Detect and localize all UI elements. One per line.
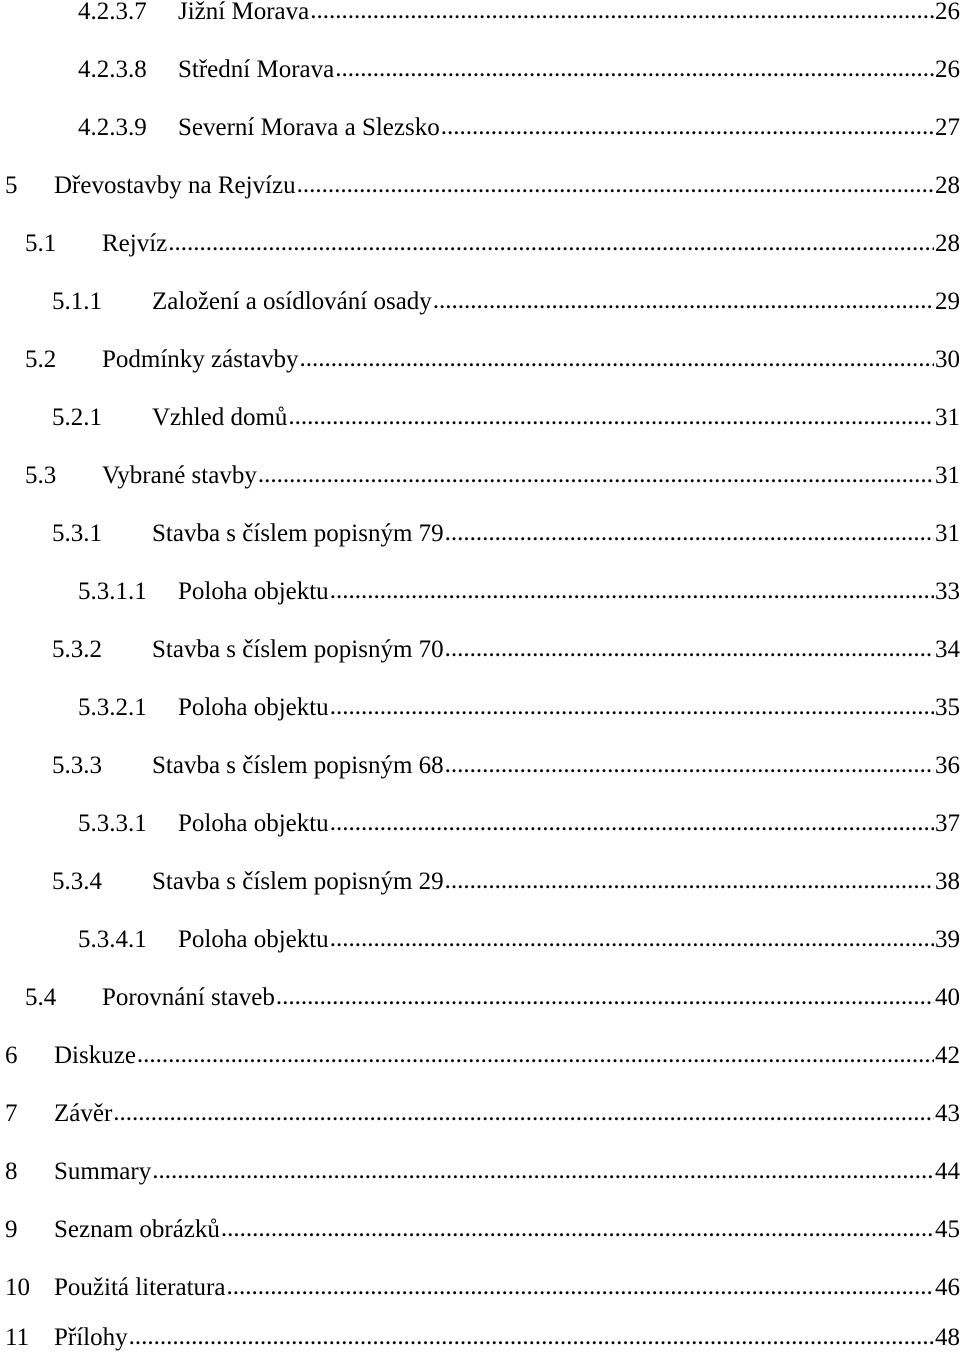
toc-entry-title: Dřevostavby na Rejvízu: [54, 172, 296, 199]
toc-entry[interactable]: [52, 398, 960, 438]
dot-leader: [129, 1317, 934, 1357]
toc-entry-number: 4.2.3.8: [78, 56, 147, 83]
toc-entry-number: 8: [5, 1158, 18, 1185]
toc-entry[interactable]: [78, 804, 960, 844]
toc-entry-title: Stavba s číslem popisným 79: [152, 520, 444, 547]
toc-entry[interactable]: [5, 166, 960, 206]
toc-entry-title: Stavba s číslem popisným 29: [152, 868, 444, 895]
toc-entry[interactable]: [25, 224, 960, 264]
dot-leader: [330, 803, 934, 843]
toc-entry-page: 46: [935, 1274, 960, 1301]
toc-entry-number: 5.3.3: [52, 752, 102, 779]
toc-entry-number: 5.3.2.1: [78, 694, 147, 721]
toc-entry[interactable]: [78, 920, 960, 960]
toc-entry-number: 9: [5, 1216, 18, 1243]
dot-leader: [445, 513, 934, 553]
dot-leader: [113, 1093, 934, 1133]
toc-entry-number: 5.3.1: [52, 520, 102, 547]
toc-entry-number: 4.2.3.7: [78, 0, 147, 25]
toc-entry-title: Poloha objektu: [178, 810, 329, 837]
toc-entry-number: 5.3.4: [52, 868, 102, 895]
toc-entry-number: 5.3.1.1: [78, 578, 147, 605]
toc-entry-number: 6: [5, 1042, 18, 1069]
dot-leader: [226, 1267, 934, 1307]
toc-entry[interactable]: [78, 572, 960, 612]
toc-entry-number: 11: [5, 1324, 30, 1351]
dot-leader: [330, 571, 934, 611]
toc-entry-number: 5.2: [25, 346, 57, 373]
toc-entry-title: Stavba s číslem popisným 68: [152, 752, 444, 779]
dot-leader: [445, 861, 934, 901]
dot-leader: [433, 281, 934, 321]
dot-leader: [441, 107, 934, 147]
toc-entry-title: Rejvíz: [102, 230, 168, 257]
toc-entry-page: 29: [935, 288, 960, 315]
toc-entry-title: Poloha objektu: [178, 578, 329, 605]
toc-entry-page: 30: [935, 346, 960, 373]
toc-entry[interactable]: [52, 630, 960, 670]
toc-entry-page: 35: [935, 694, 960, 721]
toc-entry[interactable]: [78, 688, 960, 728]
toc-entry[interactable]: [25, 340, 960, 380]
dot-leader: [310, 0, 934, 31]
toc-entry-title: Založení a osídlování osady: [152, 288, 432, 315]
toc-entry-number: 5.1: [25, 230, 57, 257]
toc-entry-title: Stavba s číslem popisným 70: [152, 636, 444, 663]
toc-entry-page: 36: [935, 752, 960, 779]
toc-entry-page: 45: [935, 1216, 960, 1243]
dot-leader: [276, 977, 934, 1017]
toc-entry[interactable]: [78, 50, 960, 90]
toc-entry[interactable]: [52, 282, 960, 322]
dot-leader: [330, 919, 934, 959]
dot-leader: [297, 165, 934, 205]
dot-leader: [152, 1151, 934, 1191]
toc-entry[interactable]: [78, 108, 960, 148]
toc-entry[interactable]: [5, 1036, 960, 1076]
toc-entry-number: 5.3.4.1: [78, 926, 147, 953]
toc-entry-title: Summary: [54, 1158, 152, 1185]
toc-entry-page: 31: [935, 462, 960, 489]
toc-entry-title: Použitá literatura: [54, 1274, 226, 1301]
toc-entry[interactable]: [52, 514, 960, 554]
toc-entry[interactable]: [5, 1210, 960, 1250]
toc-entry-page: 48: [935, 1324, 960, 1351]
toc-entry-page: 33: [935, 578, 960, 605]
toc-entry[interactable]: [52, 862, 960, 902]
toc-entry-title: Porovnání staveb: [102, 984, 275, 1011]
dot-leader: [258, 455, 934, 495]
toc-entry-number: 5: [5, 172, 18, 199]
toc-entry-number: 7: [5, 1100, 18, 1127]
toc-entry-title: Střední Morava: [178, 56, 335, 83]
toc-entry-title: Vybrané stavby: [102, 462, 257, 489]
toc-entry-title: Diskuze: [54, 1042, 136, 1069]
toc-entry[interactable]: [25, 978, 960, 1018]
dot-leader: [445, 745, 934, 785]
toc-entry[interactable]: [5, 1152, 960, 1192]
dot-leader: [300, 339, 934, 379]
dot-leader: [445, 629, 934, 669]
dot-leader: [168, 223, 934, 263]
toc-entry-page: 28: [935, 230, 960, 257]
toc-entry-title: Seznam obrázků: [54, 1216, 220, 1243]
toc-entry-title: Severní Morava a Slezsko: [178, 114, 440, 141]
toc-entry[interactable]: [5, 1094, 960, 1134]
toc-entry-page: 42: [935, 1042, 960, 1069]
toc-entry[interactable]: [5, 1318, 960, 1358]
toc-entry-title: Podmínky zástavby: [102, 346, 299, 373]
toc-entry-title: Poloha objektu: [178, 926, 329, 953]
toc-entry[interactable]: [5, 1268, 960, 1308]
dot-leader: [137, 1035, 934, 1075]
dot-leader: [335, 49, 934, 89]
toc-entry-page: 31: [935, 520, 960, 547]
toc-entry-number: 5.3: [25, 462, 57, 489]
toc-entry-page: 31: [935, 404, 960, 431]
toc-entry-page: 27: [935, 114, 960, 141]
toc-entry-page: 38: [935, 868, 960, 895]
toc-entry-title: Jižní Morava: [178, 0, 310, 25]
toc-entry[interactable]: [78, 0, 960, 32]
toc-entry-number: 5.3.3.1: [78, 810, 147, 837]
toc-entry-page: 37: [935, 810, 960, 837]
toc-entry-number: 4.2.3.9: [78, 114, 147, 141]
toc-entry-title: Závěr: [54, 1100, 113, 1127]
toc-entry-number: 5.3.2: [52, 636, 102, 663]
toc-entry-number: 5.4: [25, 984, 57, 1011]
toc-entry-page: 40: [935, 984, 960, 1011]
toc-entry-title: Přílohy: [54, 1324, 128, 1351]
toc-entry-number: 10: [5, 1274, 30, 1301]
dot-leader: [330, 687, 934, 727]
toc-entry-page: 28: [935, 172, 960, 199]
dot-leader: [221, 1209, 934, 1249]
toc-entry[interactable]: [52, 746, 960, 786]
toc-entry[interactable]: [25, 456, 960, 496]
toc-entry-page: 44: [935, 1158, 960, 1185]
toc-entry-title: Vzhled domů: [152, 404, 288, 431]
toc-entry-page: 26: [935, 0, 960, 25]
toc-entry-number: 5.2.1: [52, 404, 102, 431]
toc-entry-title: Poloha objektu: [178, 694, 329, 721]
toc-entry-page: 34: [935, 636, 960, 663]
toc-entry-page: 39: [935, 926, 960, 953]
toc-entry-number: 5.1.1: [52, 288, 102, 315]
toc-entry-page: 43: [935, 1100, 960, 1127]
toc-entry-page: 26: [935, 56, 960, 83]
dot-leader: [288, 397, 934, 437]
